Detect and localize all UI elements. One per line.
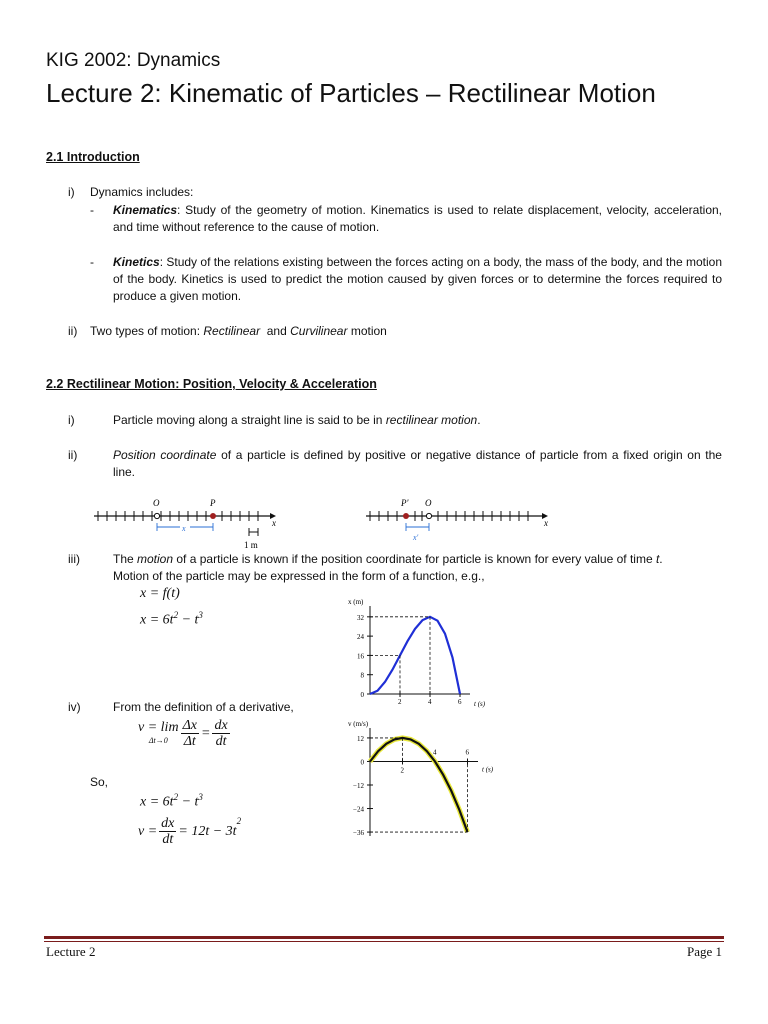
lecture-title: Lecture 2: Kinematic of Particles – Rectilinear Motion bbox=[46, 78, 656, 108]
particle-point bbox=[403, 513, 409, 519]
footer-page: Page 1 bbox=[686, 944, 722, 959]
emphasis: rectilinear motion bbox=[385, 413, 478, 427]
footer-rule bbox=[44, 936, 724, 939]
eq-part: − t bbox=[178, 612, 199, 628]
origin-point bbox=[154, 513, 159, 518]
text-run: . bbox=[477, 413, 481, 427]
axis-label: x bbox=[544, 518, 548, 528]
emphasis: Position coordinate bbox=[113, 448, 217, 462]
limit-operator bbox=[138, 721, 179, 747]
text-run: . bbox=[659, 552, 663, 566]
y-tick-label: −12 bbox=[353, 782, 364, 790]
eq-part: = 12t − 3t bbox=[178, 823, 237, 839]
x-axis-label: t (s) bbox=[482, 765, 494, 774]
x-tick-label: 4 bbox=[428, 698, 432, 706]
y-tick-label: 0 bbox=[360, 691, 364, 699]
item-text: Dynamics includes: bbox=[90, 185, 194, 199]
kinetics-definition: : Study of the relations existing between the forces acting on a body, the mass of the body, and the motion of the body. Kinetics is used to predict the motion caused by given forces or to determine the forces required to produce a given motion. bbox=[113, 255, 722, 303]
series-line bbox=[370, 738, 468, 832]
number-line-figure-2 bbox=[360, 494, 560, 544]
denominator: dt bbox=[162, 832, 174, 847]
equation-position-function: x = f(t) bbox=[140, 586, 180, 601]
kinetics-term: Kinetics bbox=[113, 255, 160, 269]
text-run: Particle moving along a straight line is said to be in bbox=[113, 413, 386, 427]
eq-exp: 2 bbox=[236, 816, 242, 826]
eq-part: = bbox=[201, 725, 211, 741]
scale-label: 1 m bbox=[244, 540, 258, 550]
text-run: and bbox=[260, 324, 291, 338]
section-heading-intro: 2.1 Introduction bbox=[46, 150, 140, 164]
y-tick-label: 32 bbox=[357, 613, 364, 622]
velocity-time-chart bbox=[336, 708, 506, 844]
text-run: of a particle is defined by positive or negative distance of particle from a fixed origin on the line. bbox=[113, 448, 722, 479]
equation-position-repeat bbox=[140, 792, 203, 811]
item-number: iv) bbox=[68, 700, 81, 714]
y-axis-label: v (m/s) bbox=[348, 720, 369, 728]
position-time-chart bbox=[336, 588, 496, 708]
eq-exp: 2 bbox=[173, 792, 179, 802]
item-text-line2: Motion of the particle may be expressed in the form of a function, e.g., bbox=[113, 569, 485, 583]
bullet-dash: - bbox=[90, 255, 94, 269]
limit-subscript: Δt→0 bbox=[148, 735, 168, 745]
fraction bbox=[181, 718, 199, 749]
text-run: The bbox=[113, 552, 138, 566]
item-text bbox=[113, 447, 722, 481]
footer-rule-thin bbox=[44, 941, 724, 942]
course-title: KIG 2002: Dynamics bbox=[46, 50, 221, 71]
numerator: dx bbox=[161, 816, 175, 831]
item-text: From the definition of a derivative, bbox=[113, 700, 294, 714]
item-text bbox=[113, 412, 481, 429]
curvilinear-term: Curvilinear bbox=[290, 324, 348, 338]
emphasis: t bbox=[655, 552, 660, 566]
y-tick-label: 24 bbox=[357, 633, 364, 642]
eq-exp: 3 bbox=[198, 792, 203, 802]
bullet-dash: - bbox=[90, 203, 94, 217]
motion-types bbox=[90, 323, 387, 340]
item-number: ii) bbox=[68, 448, 78, 462]
x-tick-label: 6 bbox=[465, 748, 469, 757]
emphasis: motion bbox=[137, 552, 174, 566]
y-tick-label: 8 bbox=[360, 671, 364, 680]
text-run: motion bbox=[347, 324, 387, 338]
equation-velocity-definition bbox=[138, 718, 232, 749]
so-label: So, bbox=[90, 775, 109, 789]
footer-lecture: Lecture 2 bbox=[46, 944, 96, 959]
denominator: dt bbox=[215, 734, 227, 749]
text-run: Two types of motion: bbox=[90, 324, 204, 338]
number-line-figure-1 bbox=[88, 494, 288, 554]
series-line bbox=[370, 617, 460, 694]
x-tick-label: 2 bbox=[400, 766, 404, 775]
kinematics-term: Kinematics bbox=[113, 203, 178, 217]
item-number: i) bbox=[68, 185, 75, 199]
kinetics-paragraph bbox=[113, 254, 722, 305]
origin-label: O bbox=[153, 498, 160, 508]
x-tick-label: 4 bbox=[433, 748, 437, 757]
equation-velocity bbox=[138, 816, 241, 847]
x-tick-label: 2 bbox=[398, 698, 402, 706]
y-tick-label: −36 bbox=[353, 829, 364, 838]
kinematics-definition: : Study of the geometry of motion. Kinematics is used to relate displacement, velocity, acceleration, and time without reference to the cause of motion. bbox=[113, 203, 722, 234]
y-tick-label: 16 bbox=[357, 652, 364, 661]
origin-label: O bbox=[425, 498, 432, 508]
origin-point bbox=[426, 513, 431, 518]
text-run: of a particle is known if the position coordinate for particle is known for every value of time bbox=[173, 552, 656, 566]
x-tick-label: 6 bbox=[458, 698, 462, 706]
section-heading-rectilinear: 2.2 Rectilinear Motion: Position, Velocity & Acceleration bbox=[46, 377, 377, 391]
series-highlight bbox=[370, 738, 468, 832]
point-label: P' bbox=[401, 498, 409, 508]
item-number: iii) bbox=[68, 552, 80, 566]
eq-exp: 2 bbox=[173, 610, 179, 620]
eq-part: v = lim bbox=[138, 719, 179, 735]
eq-part: v = bbox=[138, 823, 158, 839]
eq-part: − t bbox=[178, 794, 199, 810]
fraction bbox=[159, 816, 176, 847]
point-label: P bbox=[210, 498, 216, 508]
kinematics-paragraph bbox=[113, 202, 722, 236]
distance-label: x bbox=[182, 524, 186, 533]
distance-label: x' bbox=[413, 533, 419, 542]
numerator: dx bbox=[214, 718, 228, 733]
axis-label: x bbox=[272, 518, 276, 528]
equation-position bbox=[140, 610, 203, 629]
y-axis-label: x (m) bbox=[348, 598, 364, 606]
fraction bbox=[212, 718, 229, 749]
item-number: ii) bbox=[68, 324, 78, 338]
item-text bbox=[113, 551, 722, 568]
eq-part: x = 6t bbox=[140, 612, 174, 628]
item-number: i) bbox=[68, 413, 75, 427]
eq-exp: 3 bbox=[198, 610, 203, 620]
x-axis-label: t (s) bbox=[474, 700, 486, 708]
denominator: Δt bbox=[183, 734, 196, 749]
eq-part: x = 6t bbox=[140, 794, 174, 810]
y-tick-label: 0 bbox=[360, 758, 364, 767]
rectilinear-term: Rectilinear bbox=[203, 324, 261, 338]
y-tick-label: −24 bbox=[353, 805, 364, 814]
numerator: Δx bbox=[182, 718, 197, 733]
particle-point bbox=[210, 513, 216, 519]
y-tick-label: 12 bbox=[357, 734, 364, 743]
